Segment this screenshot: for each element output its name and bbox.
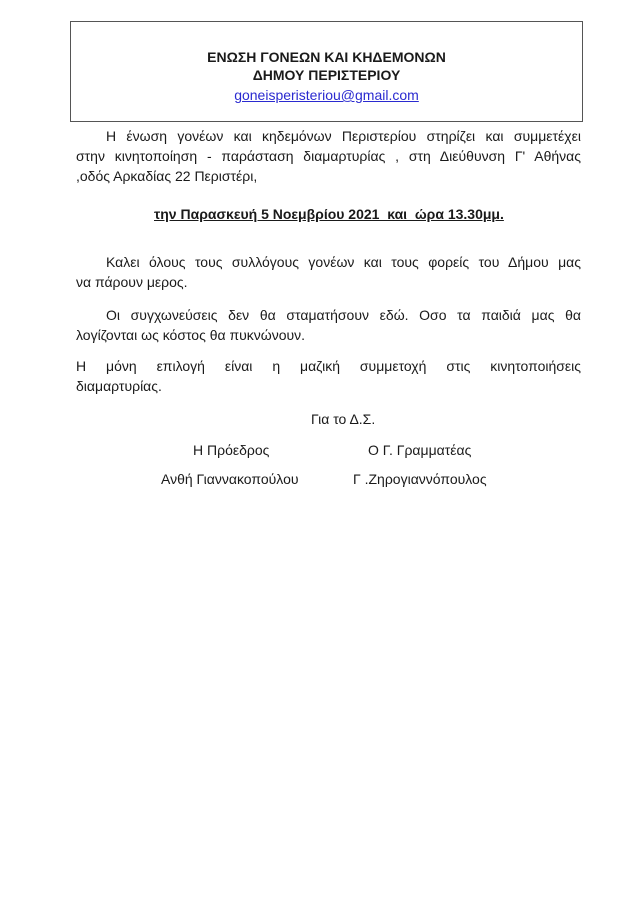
- intro-line: ,οδός Αρκαδίας 22 Περιστέρι,: [76, 168, 258, 184]
- org-name-line1: ΕΝΩΣΗ ΓΟΝΕΩΝ ΚΑΙ ΚΗΔΕΜΟΝΩΝ: [207, 49, 446, 65]
- intro-line: στην κινητοποίηση - παράσταση διαμαρτυρίας , στη Διεύθυνση Γ' Αθήνας: [76, 148, 581, 164]
- president-name: Ανθή Γιαννακοπούλου: [161, 471, 299, 487]
- org-email-link[interactable]: goneisperisteriou@gmail.com: [234, 87, 419, 103]
- call-line: να πάρουν μερος.: [76, 274, 188, 290]
- mergers-line: Οι συγχωνεύσεις δεν θα σταματήσουν εδώ. Οσο τα παιδιά μας θα: [106, 307, 581, 323]
- choice-line: Η μόνη επιλογή είναι η μαζική συμμετοχή στις κινητοποιήσεις: [76, 358, 581, 374]
- choice-line: διαμαρτυρίας.: [76, 378, 162, 394]
- mergers-line: λογίζονται ως κόστος θα πυκνώνουν.: [76, 327, 306, 343]
- event-date: την Παρασκευή 5 Νοεμβρίου 2021 και ώρα 13.30μμ.: [154, 206, 504, 222]
- secretary-name: Γ .Ζηρογιαννόπουλος: [353, 471, 487, 487]
- intro-paragraph: [76, 126, 581, 186]
- mergers-paragraph: [76, 305, 581, 345]
- for-board-label: Για το Δ.Σ.: [311, 411, 376, 427]
- president-role: Η Πρόεδρος: [193, 442, 270, 458]
- intro-line: Η ένωση γονέων και κηδεμόνων Περιστερίου στηρίζει και συμμετέχει: [106, 128, 581, 144]
- choice-paragraph: [76, 356, 581, 396]
- secretary-role: Ο Γ. Γραμματέας: [368, 442, 472, 458]
- call-paragraph: [76, 252, 581, 292]
- org-name-line2: ΔΗΜΟΥ ΠΕΡΙΣΤΕΡΙΟΥ: [252, 67, 401, 83]
- letterhead-box: [70, 21, 583, 122]
- call-line: Καλει όλους τους συλλόγους γονέων και τους φορείς του Δήμου μας: [106, 254, 581, 270]
